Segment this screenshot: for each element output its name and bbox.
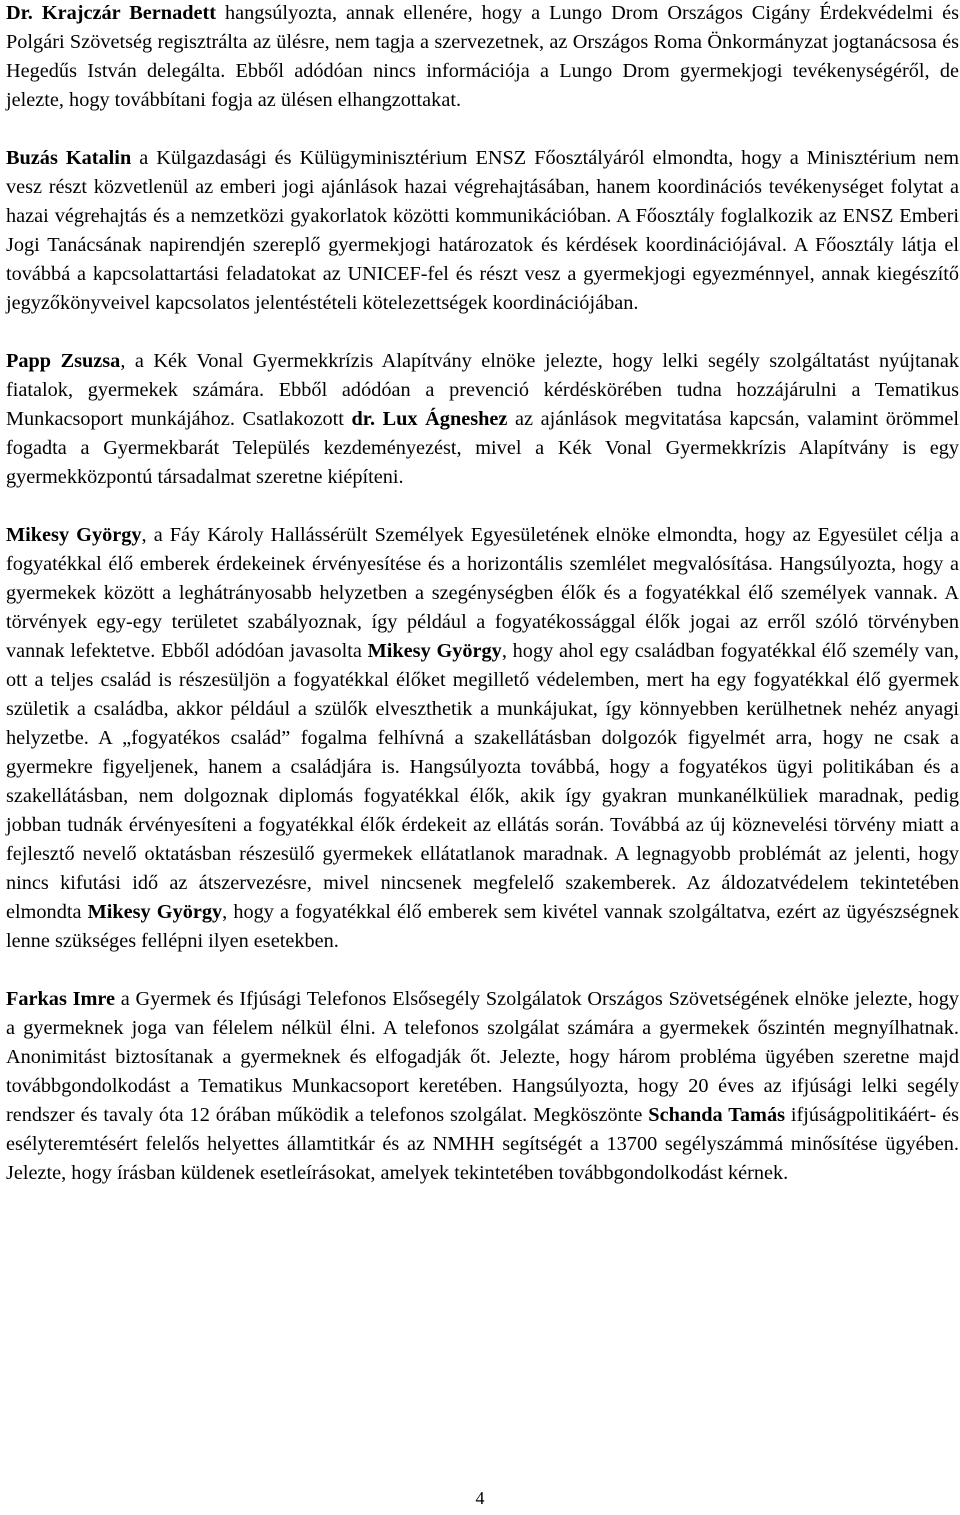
paragraph-text: , hogy ahol egy családban fogyatékkal élő személy van, ott a teljes család is részesüljön a fogyatékkal élőket megillető védelemben, mert ha egy fogyatékkal élő gyermek születik a családba, akkor például a szülők elveszthetik a munkájukat, így könnyebben kerülhetnek nehéz anyagi helyzetbe. A „fogyatékos család” fogalma felhívná a szakellátásban dolgozók figyelmét arra, hogy ne csak a gyermekre figyeljenek, hanem a családjára is. Hangsúlyozta továbbá, hogy a fogyatékos ügyi politikában és a szakellátásban, nem dolgoznak diplomás fogyatékkal élők, akik így gyakran munkanélküliek maradnak, pedig jobban tudnák érvényesíteni a fogyatékkal élők érdekeit az ellátás során. Továbbá az új köznevelési törvény miatt a fejlesztő nevelő oktatásban részesülő gyermekek ellátatlanok maradnak. A legnagyobb problémát az jelenti, hogy nincs kifutási idő az átszervezésre, mivel nincsenek megfelelő szakemberek. Az áldozatvédelem tekintetében elmondta [6, 640, 960, 923]
referenced-name: dr. Lux Ágneshez [351, 408, 508, 430]
paragraph-text: az ajánlások megvitatása kapcsán, valamint örömmel fogadta a Gyermekbarát Település kezdeményezést, mivel a Kék Vonal Gyermekkrízis Alapítvány is egy gyermekközpontú társadalmat szeretne kiépíteni. [6, 408, 960, 488]
paragraph-text: ifjúságpolitikáért- és esélyteremtésért felelős helyettes államtitkár és az NMHH segítségét a 13700 segélyszámmá minősítése ügyében. Jelezte, hogy írásban küldenek esetleírásokat, amelyek tekintetében továbbgondolkodást kérnek. [6, 1104, 960, 1184]
referenced-name: Schanda Tamás [648, 1104, 785, 1126]
referenced-name: Mikesy György [367, 640, 502, 662]
document-body [6, 0, 959, 1188]
page-number: 4 [475, 1488, 485, 1508]
paragraph-text: a Gyermek és Ifjúsági Telefonos Elsősegély Szolgálatok Országos Szövetségének elnöke jelezte, hogy a gyermeknek joga van félelem nélkül élni. A telefonos szolgálat számára a gyermekek őszintén megnyílhatnak. Anonimitást biztosítanak a gyermeknek és elfogadják őt. Jelezte, hogy három probléma ügyében szeretne majd továbbgondolkodást a Tematikus Munkacsoport keretében. Hangsúlyozta, hogy 20 éves az ifjúsági lelki segély rendszer és tavaly óta 12 órában működik a telefonos szolgálat. Megköszönte [6, 988, 959, 1126]
paragraph-farkas [6, 985, 959, 1188]
speaker-name: Papp Zsuzsa [6, 350, 121, 372]
paragraph-text: a Külgazdasági és Külügyminisztérium ENSZ Főosztályáról elmondta, hogy a Minisztérium nem vesz részt közvetlenül az emberi jogi ajánlások hazai végrehajtásában, hanem koordinációs tevékenységet folytat a hazai végrehajtás és a nemzetközi gyakorlatok közötti kommunikációban. A Főosztály foglalkozik az ENSZ Emberi Jogi Tanácsának napirendjén szereplő gyermekjogi határozatok és kérdések koordinációjával. A Főosztály látja el továbbá a kapcsolattartási feladatokat az UNICEF-fel és részt vesz a gyermekjogi egyezménnyel, annak kiegészítő jegyzőkönyveivel kapcsolatos jelentéstételi kötelezettségek koordinációjában. [6, 147, 959, 314]
paragraph-buzas [6, 144, 959, 318]
paragraph-text: , a Kék Vonal Gyermekkrízis Alapítvány elnöke jelezte, hogy lelki segély szolgáltatást nyújtanak fiatalok, gyermekek számára. Ebből adódóan a prevenció kérdéskörében tudna hozzájárulni a Tematikus Munkacsoport munkájához. Csatlakozott [6, 350, 959, 430]
speaker-name: Mikesy György [6, 524, 142, 546]
paragraph-text: , hogy a fogyatékkal élő emberek sem kivétel vannak szolgáltatva, ezért az ügyészségnek lenne szükséges fellépni ilyen esetekben. [6, 901, 959, 952]
paragraph-text: , a Fáy Károly Hallássérült Személyek Egyesületének elnöke elmondta, hogy az Egyesület célja a fogyatékkal élő emberek érdekeinek érvényesítése és a horizontális szemlélet megvalósítása. Hangsúlyozta, hogy a gyermekek között a leghátrányosabb helyzetben a szegénységben élők és a fogyatékkal élő személyek vannak. A törvények egy-egy területet szabályoznak, így például a fogyatékossággal élők jogai az erről szóló törvényben vannak lefektetve. Ebből adódóan javasolta [6, 524, 959, 662]
paragraph-text: hangsúlyozta, annak ellenére, hogy a Lungo Drom Országos Cigány Érdekvédelmi és Polgári Szövetség regisztrálta az ülésre, nem tagja a szervezetnek, az Országos Roma Önkormányzat jogtanácsosa és Hegedűs István delegálta. Ebből adódóan nincs információja a Lungo Drom gyermekjogi tevékenységéről, de jelezte, hogy továbbítani fogja az ülésen elhangzottakat. [6, 2, 959, 111]
speaker-name: Dr. Krajczár Bernadett [6, 2, 216, 24]
paragraph-krajczar [6, 0, 959, 115]
speaker-name: Buzás Katalin [6, 147, 132, 169]
speaker-name: Farkas Imre [6, 988, 116, 1010]
paragraph-papp [6, 347, 959, 492]
referenced-name: Mikesy György [87, 901, 223, 923]
paragraph-mikesy [6, 521, 959, 956]
